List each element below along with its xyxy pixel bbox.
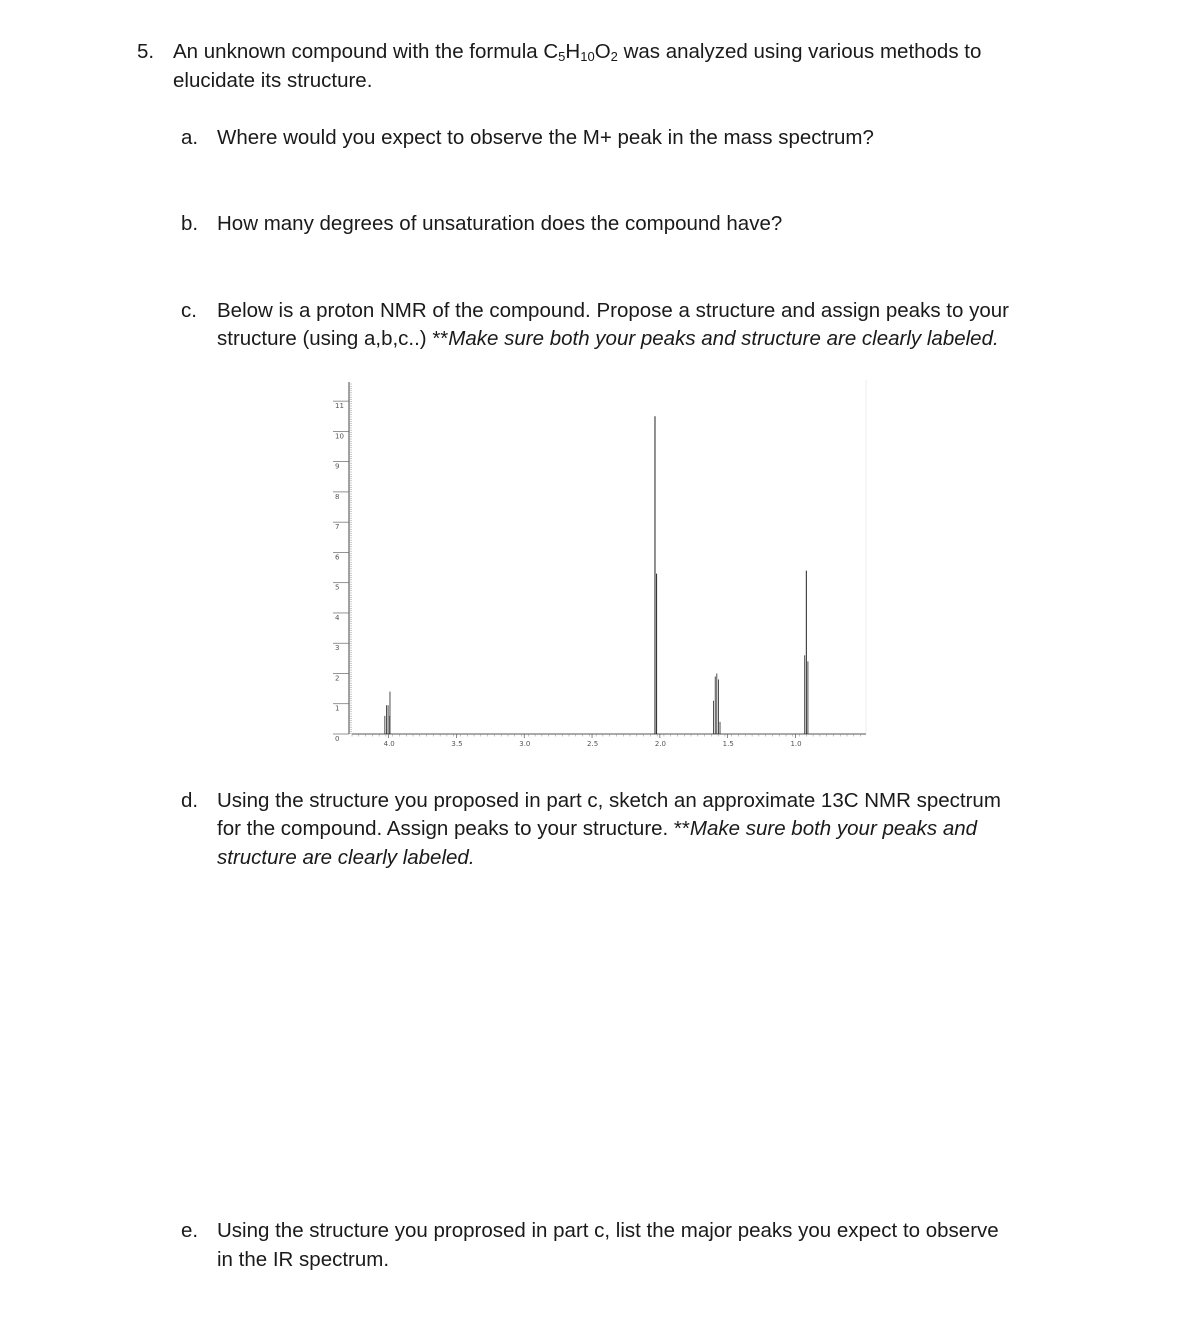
y-tick-label: 8 [335, 492, 340, 501]
x-tick-label: 3.0 [519, 740, 531, 748]
nmr-peaks [385, 416, 808, 734]
question-header-line-2: elucidate its structure. [173, 69, 373, 92]
part-c-emphasis: Make sure both your peaks and structure are clearly labeled. [448, 327, 999, 350]
proton-nmr-spectrum [318, 380, 870, 754]
y-tick-label: 7 [335, 523, 340, 532]
part-e-marker: e. [181, 1219, 199, 1242]
x-tick-label: 1.5 [722, 740, 734, 748]
y-tick-label: 10 [335, 432, 344, 441]
part-d-marker: d. [181, 789, 199, 812]
y-tick-label: 0 [335, 735, 340, 743]
y-tick-label: 6 [335, 553, 340, 562]
part-a-text: Where would you expect to observe the M+ peak in the mass spectrum? [217, 126, 874, 149]
y-tick-label: 11 [335, 402, 344, 411]
part-b-marker: b. [181, 212, 199, 235]
y-tick-label: 5 [335, 583, 340, 592]
y-tick-label: 1 [335, 704, 340, 713]
part-d-line-3: structure are clearly labeled. [217, 846, 475, 869]
part-c-line-2: structure (using a,b,c..) **Make sure both your peaks and structure are clearly labeled. [217, 327, 999, 350]
question-stem: An unknown compound with the formula $C_5H_{10}O_2$ was analyzed using various methods to [173, 40, 982, 64]
part-a-marker: a. [181, 126, 199, 149]
x-axis [352, 734, 866, 748]
question-stem-text: An unknown compound with the formula [173, 40, 544, 63]
y-tick-label: 3 [335, 644, 340, 653]
part-b-text: How many degrees of unsaturation does the compound have? [217, 212, 783, 235]
part-d-line-1: Using the structure you proposed in part c, sketch an approximate 13C NMR spectrum [217, 789, 1001, 812]
y-axis [333, 382, 352, 743]
y-tick-label: 2 [335, 674, 340, 683]
part-c-line-1: Below is a proton NMR of the compound. Propose a structure and assign peaks to your [217, 299, 1009, 322]
question-number: 5. [137, 40, 155, 63]
x-tick-label: 4.0 [383, 740, 395, 748]
x-tick-label: 2.5 [587, 740, 599, 748]
x-tick-label: 2.0 [654, 740, 666, 748]
molecular-formula: $C_5H_{10}O_2$ [543, 40, 618, 64]
part-d-emphasis: Make sure both your peaks and [689, 817, 978, 840]
x-tick-label: 3.5 [451, 740, 463, 748]
part-e-line-2: in the IR spectrum. [217, 1248, 390, 1271]
part-d-line-2: for the compound. Assign peaks to your structure. **Make sure both your peaks and [217, 817, 978, 840]
part-e-line-1: Using the structure you proprosed in part c, list the major peaks you expect to observe [217, 1219, 999, 1242]
y-tick-label: 4 [335, 613, 340, 622]
y-tick-label: 9 [335, 462, 340, 471]
part-c-marker: c. [181, 299, 197, 322]
x-tick-label: 1.0 [790, 740, 802, 748]
